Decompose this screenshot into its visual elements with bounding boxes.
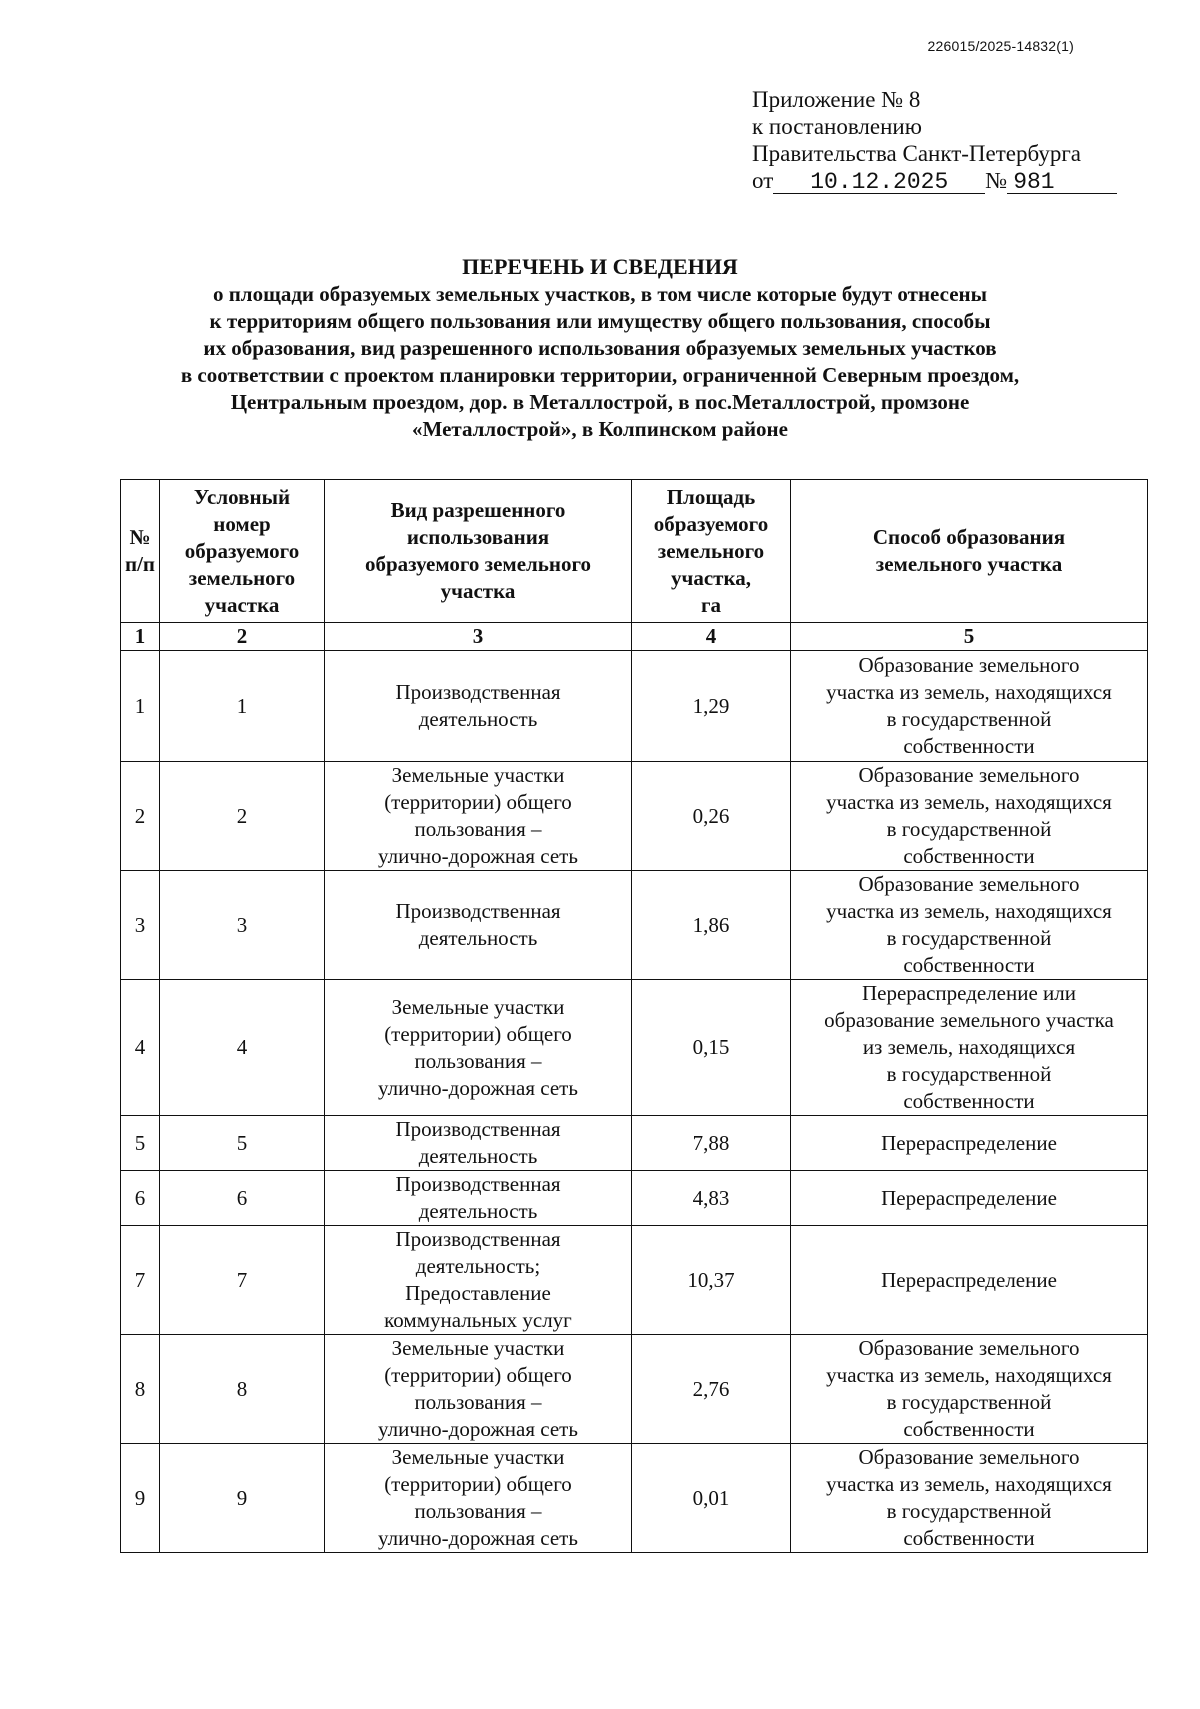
cell-area: 2,76: [632, 1335, 791, 1444]
table-row: [121, 651, 1148, 762]
cell-plot-number: 3: [160, 871, 325, 980]
cell-formation-method: Перераспределение: [791, 1226, 1148, 1335]
cell-permitted-use: Земельные участки (территории) общего пользования – улично-дорожная сеть: [325, 1335, 632, 1444]
column-number: 2: [160, 623, 325, 651]
cell-formation-method: Образование земельного участка из земель, находящихся в государственной собственности: [791, 1444, 1148, 1553]
cell-row-number: 6: [121, 1171, 160, 1226]
column-number: 5: [791, 623, 1148, 651]
cell-permitted-use: Земельные участки (территории) общего пользования – улично-дорожная сеть: [325, 762, 632, 871]
cell-formation-method: Перераспределение: [791, 1116, 1148, 1171]
cell-area: 1,86: [632, 871, 791, 980]
resolution-number: 981: [1007, 171, 1117, 194]
cell-area: 7,88: [632, 1116, 791, 1171]
number-label: №: [985, 168, 1008, 193]
table-row: [121, 1444, 1148, 1553]
header-area: Площадь образуемого земельного участка, га: [632, 480, 791, 623]
document-id: 226015/2025-14832(1): [927, 38, 1074, 54]
cell-permitted-use: Земельные участки (территории) общего пользования – улично-дорожная сеть: [325, 980, 632, 1116]
cell-plot-number: 4: [160, 980, 325, 1116]
cell-area: 0,01: [632, 1444, 791, 1553]
cell-plot-number: 9: [160, 1444, 325, 1553]
cell-plot-number: 8: [160, 1335, 325, 1444]
document-title: [0, 253, 1200, 443]
cell-permitted-use: Земельные участки (территории) общего пользования – улично-дорожная сеть: [325, 1444, 632, 1553]
cell-row-number: 4: [121, 980, 160, 1116]
title-line: о площади образуемых земельных участков, в том числе которые будут отнесены: [212, 282, 988, 306]
cell-row-number: 8: [121, 1335, 160, 1444]
title-line: в соответствии с проектом планировки территории, ограниченной Северным проездом,: [180, 363, 1020, 387]
resolution-date: 10.12.2025: [773, 171, 985, 194]
cell-row-number: 9: [121, 1444, 160, 1553]
land-plots-table: [120, 479, 1148, 1553]
column-numbers-row: [121, 623, 1148, 651]
from-label: от: [752, 168, 774, 193]
table-row: [121, 871, 1148, 980]
cell-permitted-use: Производственная деятельность: [325, 651, 632, 762]
cell-row-number: 1: [121, 651, 160, 762]
header-row-number: № п/п: [121, 480, 160, 623]
table-row: [121, 1226, 1148, 1335]
title-line: их образования, вид разрешенного использования образуемых земельных участков: [203, 336, 997, 360]
cell-formation-method: Образование земельного участка из земель, находящихся в государственной собственности: [791, 651, 1148, 762]
cell-row-number: 3: [121, 871, 160, 980]
cell-plot-number: 6: [160, 1171, 325, 1226]
appendix-government: Правительства Санкт-Петербурга: [752, 141, 1081, 166]
title-line: к территориям общего пользования или имуществу общего пользования, способы: [209, 309, 991, 333]
cell-formation-method: Образование земельного участка из земель, находящихся в государственной собственности: [791, 871, 1148, 980]
table-row: [121, 1335, 1148, 1444]
header-plot-number: Условный номер образуемого земельного участка: [160, 480, 325, 623]
cell-row-number: 2: [121, 762, 160, 871]
cell-area: 0,26: [632, 762, 791, 871]
table-row: [121, 762, 1148, 871]
table-body: [121, 651, 1148, 1553]
cell-area: 1,29: [632, 651, 791, 762]
cell-formation-method: Образование земельного участка из земель, находящихся в государственной собственности: [791, 1335, 1148, 1444]
cell-formation-method: Перераспределение: [791, 1171, 1148, 1226]
cell-area: 10,37: [632, 1226, 791, 1335]
appendix-to-resolution: к постановлению: [752, 114, 922, 139]
table-row: [121, 1171, 1148, 1226]
cell-plot-number: 5: [160, 1116, 325, 1171]
table-row: [121, 1116, 1148, 1171]
cell-formation-method: Образование земельного участка из земель, находящихся в государственной собственности: [791, 762, 1148, 871]
header-permitted-use: Вид разрешенного использования образуемого земельного участка: [325, 480, 632, 623]
cell-area: 4,83: [632, 1171, 791, 1226]
cell-permitted-use: Производственная деятельность: [325, 1116, 632, 1171]
cell-plot-number: 2: [160, 762, 325, 871]
title-line: «Металлострой», в Колпинском районе: [412, 417, 788, 441]
cell-permitted-use: Производственная деятельность: [325, 871, 632, 980]
table-row: [121, 980, 1148, 1116]
column-number: 4: [632, 623, 791, 651]
cell-row-number: 5: [121, 1116, 160, 1171]
column-number: 1: [121, 623, 160, 651]
cell-area: 0,15: [632, 980, 791, 1116]
cell-row-number: 7: [121, 1226, 160, 1335]
cell-plot-number: 1: [160, 651, 325, 762]
cell-plot-number: 7: [160, 1226, 325, 1335]
title-main: ПЕРЕЧЕНЬ И СВЕДЕНИЯ: [462, 254, 738, 279]
column-number: 3: [325, 623, 632, 651]
header-formation-method: Способ образования земельного участка: [791, 480, 1148, 623]
table-header-row: [121, 480, 1148, 623]
cell-permitted-use: Производственная деятельность: [325, 1171, 632, 1226]
appendix-date-line: [752, 167, 1117, 194]
title-line: Центральным проездом, дор. в Металлострой, в пос.Металлострой, промзоне: [230, 390, 970, 414]
appendix-block: [752, 86, 1117, 194]
cell-formation-method: Перераспределение или образование земельного участка из земель, находящихся в государственной собственности: [791, 980, 1148, 1116]
cell-permitted-use: Производственная деятельность; Предоставление коммунальных услуг: [325, 1226, 632, 1335]
appendix-title: Приложение № 8: [752, 87, 921, 112]
